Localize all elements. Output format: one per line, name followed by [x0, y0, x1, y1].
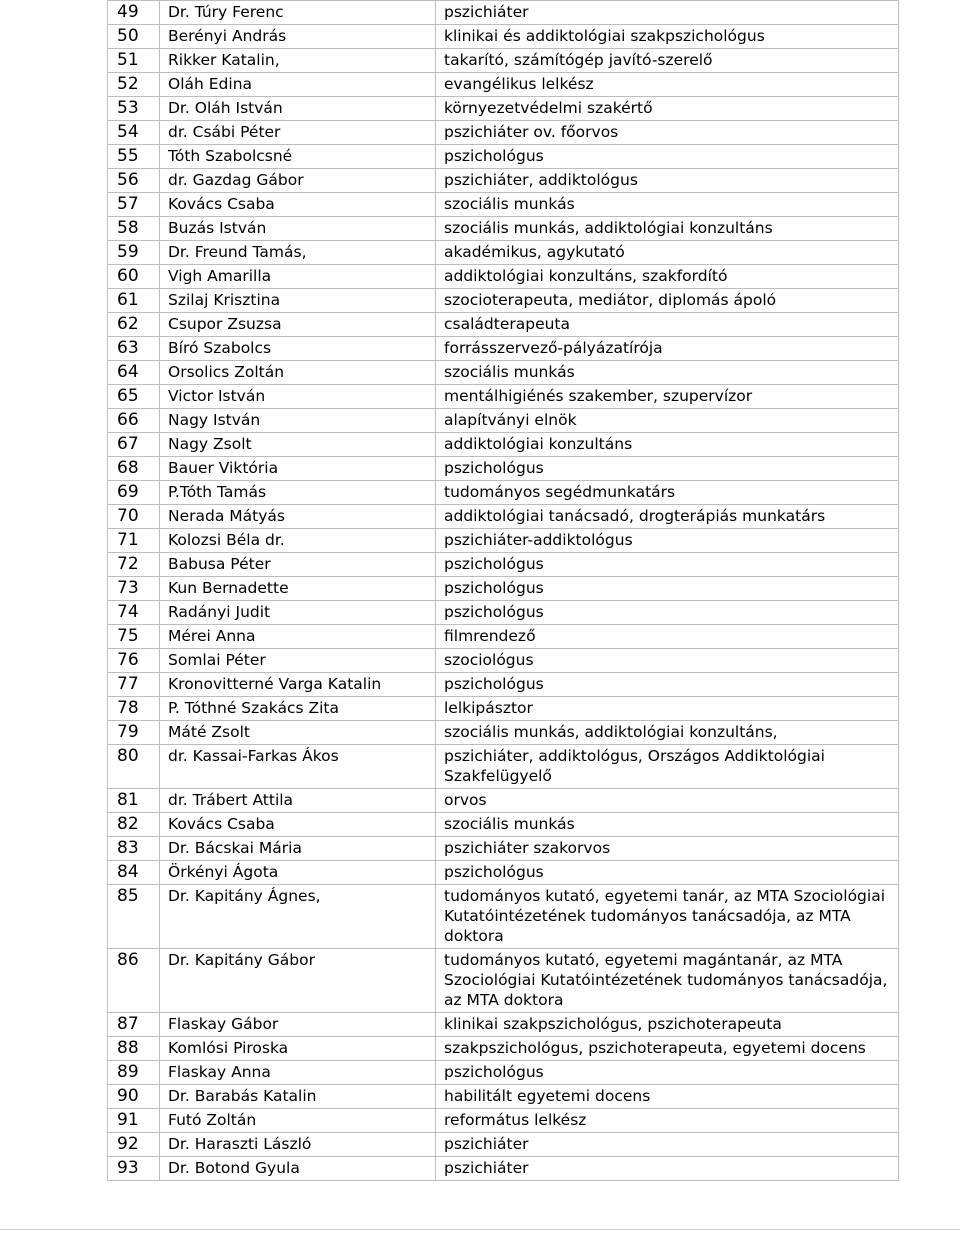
person-occupation: habilitált egyetemi docens: [436, 1085, 899, 1109]
row-number: 81: [108, 789, 160, 813]
person-name: Somlai Péter: [160, 649, 436, 673]
person-occupation: pszichiáter: [436, 1157, 899, 1181]
row-number: 52: [108, 73, 160, 97]
person-occupation: szociális munkás, addiktológiai konzultáns,: [436, 721, 899, 745]
row-number: 82: [108, 813, 160, 837]
row-number: 91: [108, 1109, 160, 1133]
row-number: 66: [108, 409, 160, 433]
table-row: [108, 1157, 899, 1181]
person-name: Máté Zsolt: [160, 721, 436, 745]
signatory-table: [107, 0, 899, 1181]
table-row: [108, 241, 899, 265]
table-row: [108, 481, 899, 505]
person-name: Flaskay Anna: [160, 1061, 436, 1085]
person-name: P.Tóth Tamás: [160, 481, 436, 505]
row-number: 71: [108, 529, 160, 553]
table-row: [108, 265, 899, 289]
table-row: [108, 1037, 899, 1061]
table-row: [108, 433, 899, 457]
person-name: dr. Gazdag Gábor: [160, 169, 436, 193]
person-name: dr. Trábert Attila: [160, 789, 436, 813]
person-name: Dr. Freund Tamás,: [160, 241, 436, 265]
row-number: 70: [108, 505, 160, 529]
table-row: [108, 217, 899, 241]
person-occupation: pszichológus: [436, 145, 899, 169]
person-name: Bauer Viktória: [160, 457, 436, 481]
table-row: [108, 861, 899, 885]
table-row: [108, 361, 899, 385]
row-number: 74: [108, 601, 160, 625]
person-occupation: pszichológus: [436, 861, 899, 885]
table-row: [108, 409, 899, 433]
person-occupation: pszichiáter ov. főorvos: [436, 121, 899, 145]
person-name: Dr. Barabás Katalin: [160, 1085, 436, 1109]
person-name: Victor István: [160, 385, 436, 409]
table-row: [108, 1133, 899, 1157]
person-name: Örkényi Ágota: [160, 861, 436, 885]
person-name: P. Tóthné Szakács Zita: [160, 697, 436, 721]
person-name: Komlósi Piroska: [160, 1037, 436, 1061]
person-occupation: pszichiáter, addiktológus, Országos Addiktológiai Szakfelügyelő: [436, 745, 899, 789]
person-occupation: lelkipásztor: [436, 697, 899, 721]
table-row: [108, 1, 899, 25]
row-number: 79: [108, 721, 160, 745]
row-number: 87: [108, 1013, 160, 1037]
person-occupation: szociális munkás, addiktológiai konzultáns: [436, 217, 899, 241]
person-name: Csupor Zsuzsa: [160, 313, 436, 337]
person-occupation: tudományos kutató, egyetemi magántanár, az MTA Szociológiai Kutatóintézetének tudományos tanácsadója, az MTA doktora: [436, 949, 899, 1013]
person-occupation: mentálhigiénés szakember, szupervízor: [436, 385, 899, 409]
row-number: 62: [108, 313, 160, 337]
row-number: 60: [108, 265, 160, 289]
person-occupation: pszichiáter: [436, 1, 899, 25]
person-name: dr. Csábi Péter: [160, 121, 436, 145]
person-occupation: pszichológus: [436, 553, 899, 577]
person-occupation: pszichológus: [436, 601, 899, 625]
signatory-table-body: [108, 1, 899, 1181]
person-name: Mérei Anna: [160, 625, 436, 649]
table-row: [108, 145, 899, 169]
table-row: [108, 949, 899, 1013]
person-name: Nagy Zsolt: [160, 433, 436, 457]
person-occupation: orvos: [436, 789, 899, 813]
person-name: dr. Kassai-Farkas Ákos: [160, 745, 436, 789]
table-row: [108, 1109, 899, 1133]
row-number: 83: [108, 837, 160, 861]
person-occupation: pszichiáter, addiktológus: [436, 169, 899, 193]
person-name: Orsolics Zoltán: [160, 361, 436, 385]
row-number: 75: [108, 625, 160, 649]
table-row: [108, 169, 899, 193]
person-occupation: szocioterapeuta, mediátor, diplomás ápoló: [436, 289, 899, 313]
table-row: [108, 25, 899, 49]
person-occupation: akadémikus, agykutató: [436, 241, 899, 265]
row-number: 65: [108, 385, 160, 409]
person-occupation: pszichológus: [436, 457, 899, 481]
row-number: 49: [108, 1, 160, 25]
row-number: 51: [108, 49, 160, 73]
table-row: [108, 505, 899, 529]
row-number: 88: [108, 1037, 160, 1061]
row-number: 54: [108, 121, 160, 145]
row-number: 86: [108, 949, 160, 1013]
person-occupation: evangélikus lelkész: [436, 73, 899, 97]
table-row: [108, 745, 899, 789]
row-number: 77: [108, 673, 160, 697]
person-name: Kovács Csaba: [160, 813, 436, 837]
person-name: Vigh Amarilla: [160, 265, 436, 289]
person-occupation: szociális munkás: [436, 193, 899, 217]
row-number: 69: [108, 481, 160, 505]
table-row: [108, 1061, 899, 1085]
row-number: 84: [108, 861, 160, 885]
table-row: [108, 49, 899, 73]
person-name: Buzás István: [160, 217, 436, 241]
person-name: Dr. Haraszti László: [160, 1133, 436, 1157]
table-row: [108, 813, 899, 837]
person-occupation: pszichológus: [436, 673, 899, 697]
table-row: [108, 697, 899, 721]
person-occupation: szakpszichológus, pszichoterapeuta, egyetemi docens: [436, 1037, 899, 1061]
person-name: Dr. Bácskai Mária: [160, 837, 436, 861]
person-occupation: tudományos kutató, egyetemi tanár, az MTA Szociológiai Kutatóintézetének tudományos tanácsadója, az MTA doktora: [436, 885, 899, 949]
person-name: Nerada Mátyás: [160, 505, 436, 529]
person-occupation: addiktológiai konzultáns: [436, 433, 899, 457]
person-occupation: református lelkész: [436, 1109, 899, 1133]
person-occupation: pszichiáter-addiktológus: [436, 529, 899, 553]
person-occupation: szociális munkás: [436, 361, 899, 385]
row-number: 57: [108, 193, 160, 217]
table-row: [108, 97, 899, 121]
person-name: Futó Zoltán: [160, 1109, 436, 1133]
person-occupation: alapítványi elnök: [436, 409, 899, 433]
person-occupation: filmrendező: [436, 625, 899, 649]
person-occupation: szociológus: [436, 649, 899, 673]
person-name: Dr. Túry Ferenc: [160, 1, 436, 25]
row-number: 56: [108, 169, 160, 193]
person-name: Nagy István: [160, 409, 436, 433]
row-number: 90: [108, 1085, 160, 1109]
row-number: 73: [108, 577, 160, 601]
page-bottom-rule: [0, 1229, 960, 1230]
table-row: [108, 337, 899, 361]
row-number: 64: [108, 361, 160, 385]
person-occupation: forrásszervező-pályázatírója: [436, 337, 899, 361]
table-row: [108, 789, 899, 813]
row-number: 50: [108, 25, 160, 49]
row-number: 92: [108, 1133, 160, 1157]
table-row: [108, 1013, 899, 1037]
table-row: [108, 1085, 899, 1109]
person-occupation: klinikai szakpszichológus, pszichoterapeuta: [436, 1013, 899, 1037]
person-occupation: klinikai és addiktológiai szakpszichológus: [436, 25, 899, 49]
table-row: [108, 457, 899, 481]
person-name: Szilaj Krisztina: [160, 289, 436, 313]
table-row: [108, 193, 899, 217]
row-number: 89: [108, 1061, 160, 1085]
table-row: [108, 625, 899, 649]
row-number: 67: [108, 433, 160, 457]
row-number: 80: [108, 745, 160, 789]
row-number: 58: [108, 217, 160, 241]
person-occupation: addiktológiai tanácsadó, drogterápiás munkatárs: [436, 505, 899, 529]
person-occupation: pszichológus: [436, 1061, 899, 1085]
person-occupation: környezetvédelmi szakértő: [436, 97, 899, 121]
person-name: Rikker Katalin,: [160, 49, 436, 73]
person-name: Dr. Oláh István: [160, 97, 436, 121]
table-row: [108, 673, 899, 697]
person-name: Bíró Szabolcs: [160, 337, 436, 361]
row-number: 68: [108, 457, 160, 481]
person-occupation: tudományos segédmunkatárs: [436, 481, 899, 505]
table-row: [108, 721, 899, 745]
person-name: Tóth Szabolcsné: [160, 145, 436, 169]
person-name: Flaskay Gábor: [160, 1013, 436, 1037]
row-number: 85: [108, 885, 160, 949]
table-row: [108, 885, 899, 949]
table-row: [108, 121, 899, 145]
row-number: 76: [108, 649, 160, 673]
row-number: 78: [108, 697, 160, 721]
person-occupation: családterapeuta: [436, 313, 899, 337]
row-number: 55: [108, 145, 160, 169]
person-occupation: pszichológus: [436, 577, 899, 601]
row-number: 59: [108, 241, 160, 265]
person-name: Kun Bernadette: [160, 577, 436, 601]
table-row: [108, 649, 899, 673]
row-number: 53: [108, 97, 160, 121]
person-occupation: szociális munkás: [436, 813, 899, 837]
table-row: [108, 73, 899, 97]
person-name: Radányi Judit: [160, 601, 436, 625]
table-row: [108, 837, 899, 861]
person-occupation: addiktológiai konzultáns, szakfordító: [436, 265, 899, 289]
person-name: Babusa Péter: [160, 553, 436, 577]
row-number: 93: [108, 1157, 160, 1181]
person-name: Dr. Kapitány Ágnes,: [160, 885, 436, 949]
row-number: 63: [108, 337, 160, 361]
table-row: [108, 313, 899, 337]
person-name: Kovács Csaba: [160, 193, 436, 217]
person-occupation: pszichiáter szakorvos: [436, 837, 899, 861]
person-name: Dr. Kapitány Gábor: [160, 949, 436, 1013]
table-row: [108, 601, 899, 625]
person-occupation: takarító, számítógép javító-szerelő: [436, 49, 899, 73]
person-name: Dr. Botond Gyula: [160, 1157, 436, 1181]
table-row: [108, 289, 899, 313]
person-name: Kronovitterné Varga Katalin: [160, 673, 436, 697]
table-row: [108, 577, 899, 601]
person-name: Berényi András: [160, 25, 436, 49]
person-name: Oláh Edina: [160, 73, 436, 97]
row-number: 61: [108, 289, 160, 313]
table-row: [108, 553, 899, 577]
person-occupation: pszichiáter: [436, 1133, 899, 1157]
table-row: [108, 529, 899, 553]
row-number: 72: [108, 553, 160, 577]
person-name: Kolozsi Béla dr.: [160, 529, 436, 553]
table-row: [108, 385, 899, 409]
